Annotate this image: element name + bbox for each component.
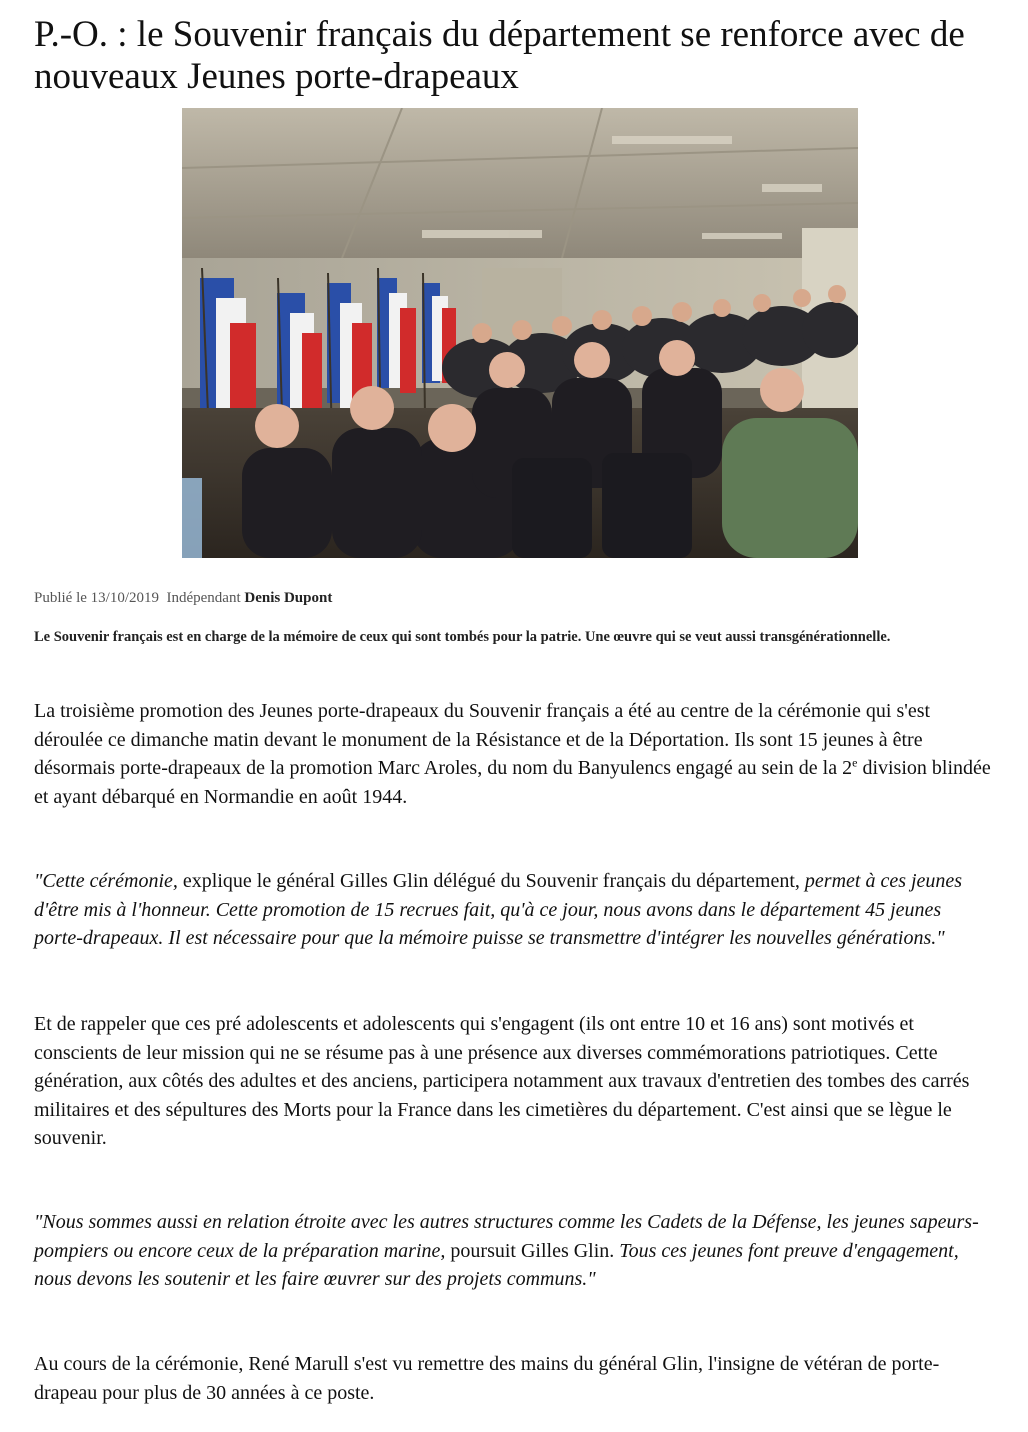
paragraph-1-text-a: La troisième promotion des Jeunes porte-drapeaux du Souvenir français a été au centre de la cérémonie qui s'est déroulée ce dimanche matin devant le monument de la Résistance et de la Déportation. Ils sont 15 jeunes à être désormais porte-drapeaux de la promotion Marc Aroles, du nom du Banyulencs engagé au sein de la 2: [34, 700, 931, 779]
quote-part-2: permet à ces jeunes d'être mis à l'honneur. Cette promotion de 15 recrues fait, qu'à ce jour, nous avons dans le département 45 jeunes porte-drapeaux. Il est nécessaire pour que la mémoire puisse se transmettre d'intégrer les nouvelles générations.": [34, 870, 963, 949]
paragraph-4: [34, 1208, 994, 1294]
ordinal-superscript: e: [852, 755, 858, 770]
attribution: poursuit Gilles Glin.: [445, 1239, 620, 1262]
publication-source: Indépendant: [166, 590, 241, 606]
quote-part-2: Tous ces jeunes font preuve d'engagement, nous devons les soutenir et les faire œuvrer sur des projets communs.": [34, 1239, 959, 1290]
author-name[interactable]: Denis Dupont: [244, 590, 333, 606]
publish-date: Publié le 13/10/2019: [34, 590, 159, 606]
paragraph-2: [34, 867, 994, 953]
paragraph-5: Au cours de la cérémonie, René Marull s'est vu remettre des mains du général Glin, l'insigne de vétéran de porte-drapeau pour plus de 30 années à ce poste.: [34, 1353, 940, 1404]
paragraph-1-text-b: division blindée et ayant débarqué en Normandie en août 1944.: [34, 757, 991, 808]
paragraph-3: Et de rappeler que ces pré adolescents et adolescents qui s'engagent (ils ont entre 10 et 16 ans) sont motivés et conscients de leur mission qui ne se résume pas à une présence aux diverses commémorations patriotiques. Cette génération, aux côtés des adultes et des anciens, participera notamment aux travaux d'entretien des tombes des carrés militaires et des sépultures des Morts pour la France dans les cimetières du département. C'est ainsi que se lègue le souvenir.: [34, 1013, 970, 1149]
attribution: explique le général Gilles Glin délégué du Souvenir français du département,: [177, 870, 805, 892]
ceremony-photo-illustration: [182, 108, 858, 558]
article-lede: Le Souvenir français est en charge de la mémoire de ceux qui sont tombés pour la patrie. Une œuvre qui se veut aussi transgénérationnelle.: [34, 629, 891, 645]
article-photo: [182, 108, 858, 558]
quote-part-1: "Cette cérémonie,: [34, 870, 178, 892]
quote-part-1: "Nous sommes aussi en relation étroite avec les autres structures comme les Cadets de la Défense, les jeunes sapeurs-pompiers ou encore ceux de la préparation marine,: [34, 1211, 979, 1262]
paragraph-1: [34, 697, 994, 811]
article-meta: [34, 590, 332, 607]
article-title: P.-O. : le Souvenir français du département se renforce avec de nouveaux Jeunes porte-drapeaux: [34, 14, 965, 97]
